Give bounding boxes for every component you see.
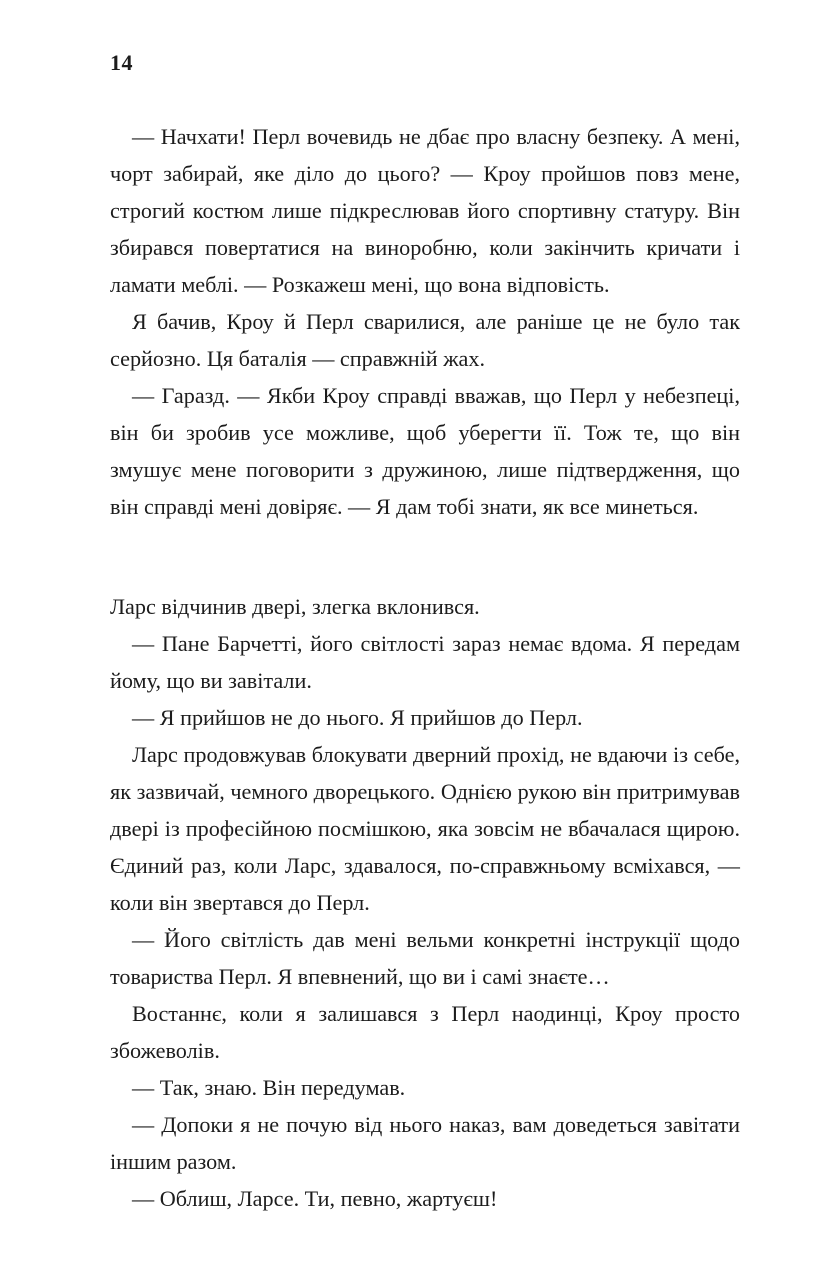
page-number: 14 xyxy=(110,50,133,75)
paragraph: — Його світлість дав мені вельми конкретні інструкції щодо товариства Перл. Я впевнений, що ви і самі знаєте… xyxy=(110,927,740,989)
paragraph: — Допоки я не почую від нього наказ, вам доведеться завітати іншим разом. xyxy=(110,1112,740,1174)
paragraph: Ларс продовжував блокувати дверний прохід, не вдаючи із себе, як зазвичай, чемного дворецького. Однією рукою він притримував двері із професійною посмішкою, яка зовсім не вбачалася щирою. Єдиний раз, коли Ларс, здавалося, по-справжньому всміхався, — коли він звертався до Перл. xyxy=(110,742,740,915)
paragraph: — Я прийшов не до нього. Я прийшов до Перл. xyxy=(132,705,583,730)
paragraph: Я бачив, Кроу й Перл сварилися, але раніше це не було так серйозно. Ця баталія — справжній жах. xyxy=(110,309,740,371)
paragraph: — Так, знаю. Він передумав. xyxy=(132,1075,406,1100)
paragraph: Ларс відчинив двері, злегка вклонився. xyxy=(110,594,480,619)
paragraph: Востаннє, коли я залишався з Перл наодинці, Кроу просто збожеволів. xyxy=(110,1001,740,1063)
paragraph: — Облиш, Ларсе. Ти, певно, жартуєш! xyxy=(132,1186,498,1211)
paragraph: — Гаразд. — Якби Кроу справді вважав, що Перл у небезпеці, він би зробив усе можливе, щоб уберегти її. Тож те, що він змушує мене поговорити з дружиною, лише підтвердження, що він справді мені довіряє. — Я дам тобі знати, як все минеться. xyxy=(110,383,740,519)
text-section-2 xyxy=(110,588,740,1217)
paragraph: — Начхати! Перл вочевидь не дбає про власну безпеку. А мені, чорт забирай, яке діло до цього? — Кроу пройшов повз мене, строгий костюм лише підкреслював його спортивну статуру. Він збирався повертатися на виноробню, коли закінчить кричати і ламати меблі. — Розкажеш мені, що вона відповість. xyxy=(110,124,740,297)
paragraph: — Пане Барчетті, його світлості зараз немає вдома. Я передам йому, що ви завітали. xyxy=(110,631,740,693)
text-section-1 xyxy=(110,118,740,525)
